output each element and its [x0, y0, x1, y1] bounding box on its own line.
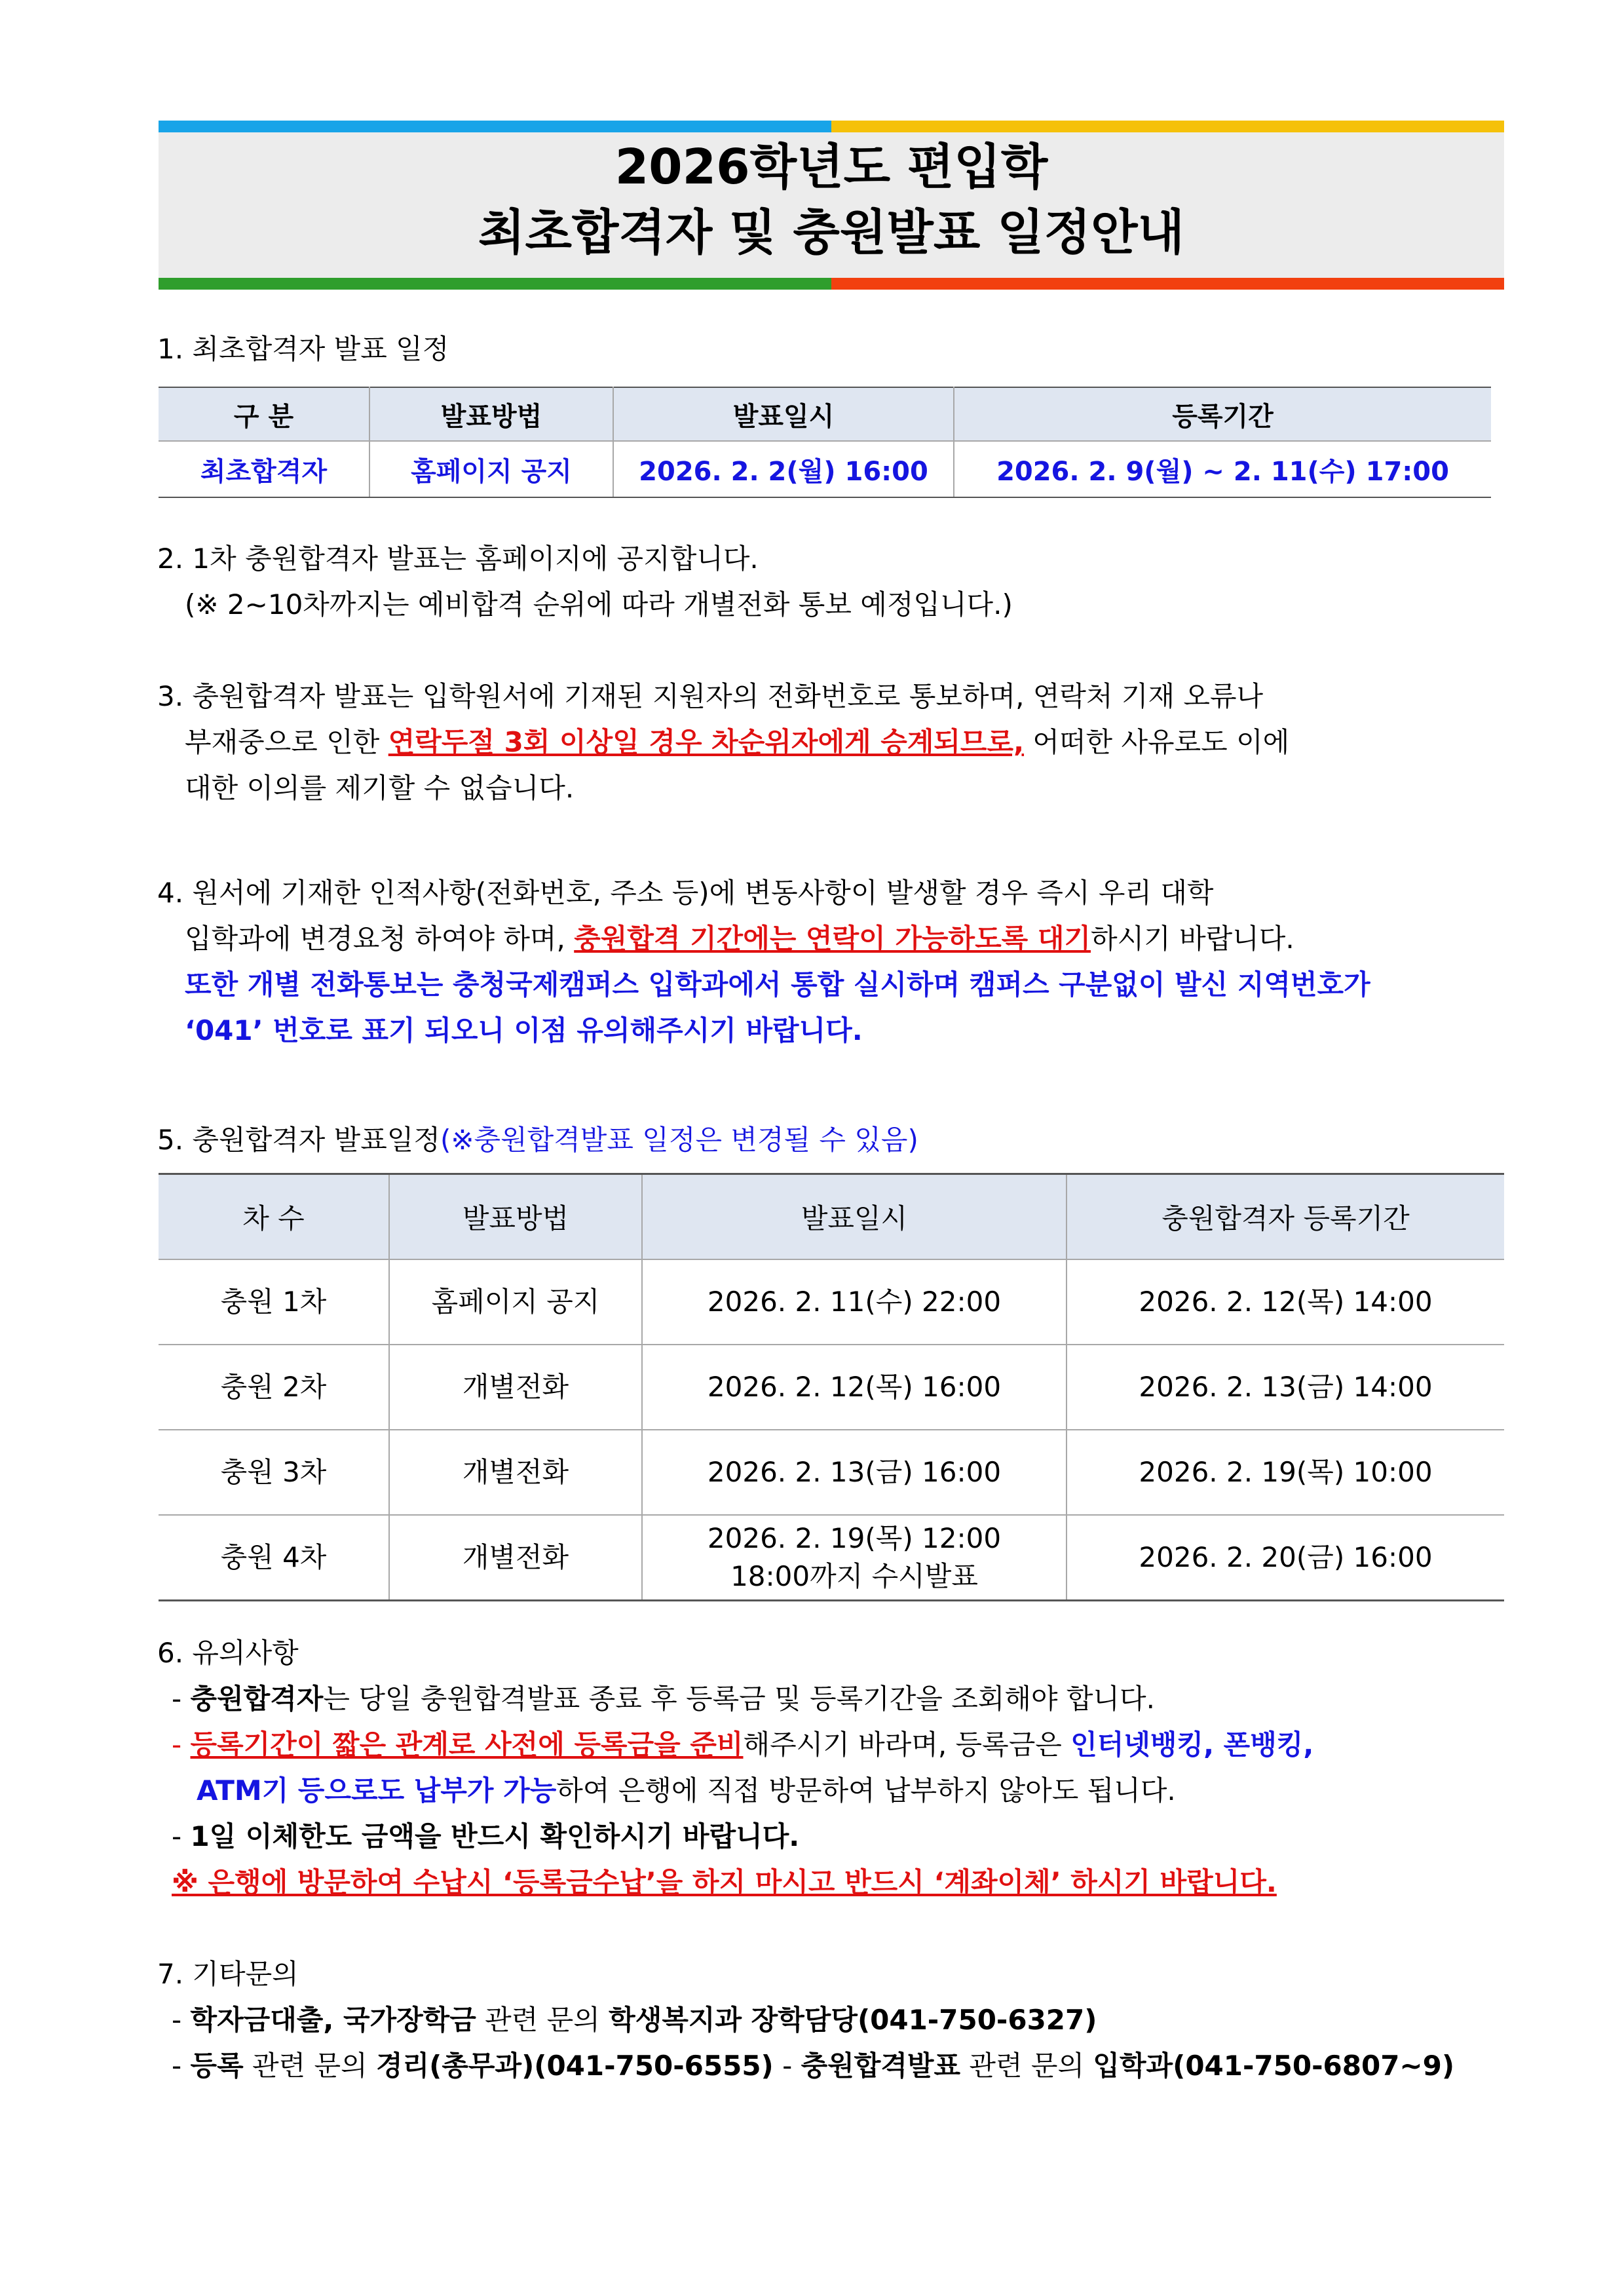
- bullet-dash: -: [172, 2050, 191, 2082]
- section4-line2-text: 하시기 바랍니다.: [1091, 923, 1294, 955]
- table-header-row: [159, 1174, 1504, 1260]
- section7-l2-contact: 입학과(041-750-6807~9): [1093, 2050, 1455, 2082]
- section7-heading: 7. 기타문의: [157, 1958, 299, 1990]
- section6: [157, 1630, 1313, 1905]
- section4-line4: ‘041’ 번호로 표기 되오니 이점 유의해주시기 바랍니다.: [185, 1014, 863, 1046]
- title-banner: [159, 121, 1504, 290]
- table-header-cell: 발표일시: [613, 387, 954, 441]
- page-title-line2: 최초합격자 및 충원발표 일정안내: [478, 204, 1185, 261]
- section4-warning-text: 충원합격 기간에는 연락이 가능하도록 대기: [574, 923, 1091, 955]
- table-cell: 2026. 2. 13(금) 16:00: [642, 1430, 1067, 1515]
- table-cell: 2026. 2. 9(월) ~ 2. 11(수) 17:00: [954, 441, 1491, 497]
- banner-bar-top-left: [159, 121, 831, 132]
- bullet-dash: -: [172, 1729, 191, 1761]
- section5-heading: 5. 충원합격자 발표일정: [157, 1124, 440, 1156]
- table-cell: 2026. 2. 19(목) 10:00: [1067, 1430, 1504, 1515]
- first-pass-table: [159, 387, 1491, 498]
- section2-line1: 2. 1차 충원합격자 발표는 홈페이지에 공지합니다.: [157, 543, 759, 575]
- table-row: [159, 1515, 1504, 1601]
- section6-l1-bold: 충원합격자: [190, 1683, 324, 1715]
- section7-l1-text: 관련 문의: [476, 2004, 609, 2036]
- section7-l2-contact: 경리(총무과)(041-750-6555): [376, 2050, 774, 2082]
- table-header-cell: 발표방법: [389, 1174, 642, 1260]
- section3: [157, 674, 1289, 811]
- section7-l2-text: 관련 문의: [243, 2050, 377, 2082]
- table-cell: 2026. 2. 12(목) 16:00: [642, 1345, 1067, 1430]
- section4-line2-text: 입학과에 변경요청 하여야 하며,: [185, 923, 575, 955]
- table-header-cell: 구 분: [159, 387, 369, 441]
- section7-l1-bold: 학자금대출, 국가장학금: [190, 2004, 476, 2036]
- table-cell: 개별전화: [389, 1515, 642, 1601]
- section7-l1-contact: 학생복지과 장학담당(041-750-6327): [609, 2004, 1097, 2036]
- section2: [157, 536, 1013, 628]
- table-cell-line: 18:00까지 수시발표: [730, 1560, 978, 1592]
- table-cell: 홈페이지 공지: [389, 1259, 642, 1345]
- table-cell: 2026. 2. 20(금) 16:00: [1067, 1515, 1504, 1601]
- table-cell: 2026. 2. 2(월) 16:00: [613, 441, 954, 497]
- section7: [157, 1951, 1454, 2089]
- table-cell: 충원 3차: [159, 1430, 389, 1515]
- section1-heading: 1. 최초합격자 발표 일정: [157, 333, 449, 365]
- section7-l2-text: 관련 문의: [960, 2050, 1093, 2082]
- table-row: [159, 1345, 1504, 1430]
- page-title-line1: 2026학년도 편입학: [614, 139, 1048, 195]
- section6-l3-text: 하여 은행에 직접 방문하여 납부하지 않아도 됩니다.: [556, 1774, 1176, 1807]
- section6-l4-bold: 1일 이체한도 금액을 반드시 확인하시기 바랍니다.: [190, 1820, 800, 1852]
- section6-l2-warning: 등록기간이 짧은 관계로 사전에 등록금을 준비: [190, 1729, 744, 1761]
- section7-l2-bold: 충원합격발표: [801, 2050, 961, 2082]
- section4-line3: 또한 개별 전화통보는 충청국제캠퍼스 입학과에서 통합 실시하며 캠퍼스 구분없이 발신 지역번호가: [185, 968, 1370, 1001]
- table-cell: 2026. 2. 12(목) 14:00: [1067, 1259, 1504, 1345]
- table-header-cell: 충원합격자 등록기간: [1067, 1174, 1504, 1260]
- table-row: [159, 1259, 1504, 1345]
- section3-line3: 대한 이의를 제기할 수 없습니다.: [185, 772, 575, 804]
- table-header-cell: 등록기간: [954, 387, 1491, 441]
- table-cell-line: 2026. 2. 19(목) 12:00: [707, 1522, 1002, 1554]
- banner-bar-top-right: [831, 121, 1504, 132]
- banner-bar-bottom-left: [159, 278, 831, 290]
- table-row: [159, 441, 1491, 497]
- table-header-cell: 차 수: [159, 1174, 389, 1260]
- section6-heading: 6. 유의사항: [157, 1637, 299, 1669]
- section7-l2-text: -: [773, 2050, 801, 2082]
- bullet-dash: -: [172, 2004, 191, 2036]
- table-cell: 홈페이지 공지: [369, 441, 613, 497]
- section3-line2-text: 어떠한 사유로도 이에: [1024, 726, 1290, 758]
- additional-pass-table: [159, 1173, 1504, 1601]
- table-cell: 충원 1차: [159, 1259, 389, 1345]
- table-header-cell: 발표일시: [642, 1174, 1067, 1260]
- section5-heading-note: (※충원합격발표 일정은 변경될 수 있음): [440, 1124, 918, 1156]
- section7-l2-bold: 등록: [190, 2050, 244, 2082]
- section3-warning-text: 연락두절 3회 이상일 경우 차순위자에게 승계되므로,: [388, 726, 1025, 758]
- table-cell: 2026. 2. 11(수) 22:00: [642, 1259, 1067, 1345]
- table-cell: 최초합격자: [159, 441, 369, 497]
- section6-l1-text: 는 당일 충원합격발표 종료 후 등록금 및 등록기간을 조회해야 합니다.: [323, 1683, 1155, 1715]
- section6-bank-warning: ※ 은행에 방문하여 수납시 ‘등록금수납’을 하지 마시고 반드시 ‘계좌이체’ 하시기 바랍니다.: [172, 1866, 1277, 1898]
- section3-line2-text: 부재중으로 인한: [185, 726, 388, 758]
- bullet-dash: -: [172, 1820, 191, 1852]
- table-cell: 개별전화: [389, 1430, 642, 1515]
- table-cell: 충원 2차: [159, 1345, 389, 1430]
- table-cell: 개별전화: [389, 1345, 642, 1430]
- section2-line2: (※ 2~10차까지는 예비합격 순위에 따라 개별전화 통보 예정입니다.): [185, 588, 1013, 621]
- section4-line1: 4. 원서에 기재한 인적사항(전화번호, 주소 등)에 변동사항이 발생할 경우 즉시 우리 대학: [157, 877, 1214, 909]
- table-cell: [642, 1515, 1067, 1601]
- section6-l3-payment: ATM기 등으로도 납부가 가능: [197, 1774, 557, 1807]
- table-header-row: [159, 387, 1491, 441]
- section6-l2-payment: 인터넷뱅킹, 폰뱅킹,: [1070, 1729, 1314, 1761]
- section5-heading-row: [157, 1117, 918, 1163]
- table-header-cell: 발표방법: [369, 387, 613, 441]
- table-row: [159, 1430, 1504, 1515]
- table-cell: 2026. 2. 13(금) 14:00: [1067, 1345, 1504, 1430]
- section3-line1: 3. 충원합격자 발표는 입학원서에 기재된 지원자의 전화번호로 통보하며, 연락처 기재 오류나: [157, 680, 1264, 712]
- bullet-dash: -: [172, 1683, 191, 1715]
- section4: [157, 870, 1370, 1054]
- table-cell: 충원 4차: [159, 1515, 389, 1601]
- banner-bar-bottom-right: [831, 278, 1504, 290]
- section6-l2-text: 해주시기 바라며, 등록금은: [743, 1729, 1071, 1761]
